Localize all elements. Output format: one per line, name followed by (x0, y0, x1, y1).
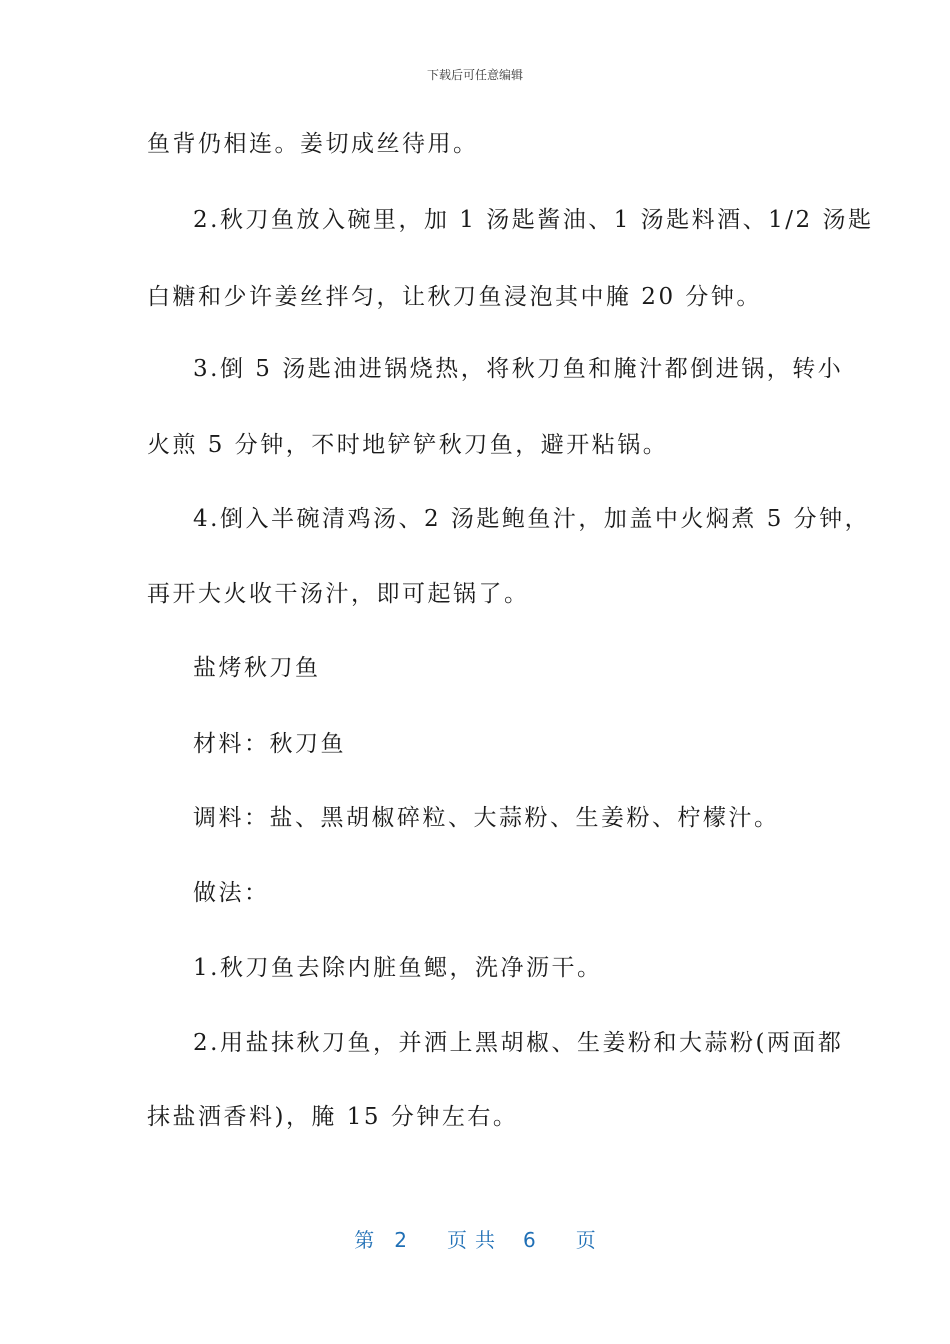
body-line: 3.倒 5 汤匙油进锅烧热，将秋刀鱼和腌汁都倒进锅，转小 (193, 356, 844, 382)
page-header: 下载后可任意编辑 (426, 68, 523, 82)
body-line: 材料：秋刀鱼 (193, 731, 346, 757)
body-line: 调料：盐、黑胡椒碎粒、大蒜粉、生姜粉、柠檬汁。 (193, 805, 780, 831)
body-line: 4.倒入半碗清鸡汤、2 汤匙鲍鱼汁，加盖中火焖煮 5 分钟， (193, 506, 871, 532)
footer-page-number: 2 (394, 1228, 407, 1252)
footer-middle: 页共 (447, 1228, 503, 1252)
section-title: 盐烤秋刀鱼 (193, 655, 321, 681)
body-line: 2.用盐抹秋刀鱼，并洒上黑胡椒、生姜粉和大蒜粉(两面都 (193, 1030, 844, 1056)
body-line: 再开大火收干汤汁，即可起锅了。 (147, 581, 530, 607)
footer-total-pages: 6 (523, 1228, 536, 1252)
page-footer (0, 1224, 950, 1253)
body-line: 1.秋刀鱼去除内脏鱼鳃，洗净沥干。 (193, 955, 603, 981)
body-line: 做法： (193, 880, 270, 906)
footer-prefix: 第 (354, 1228, 375, 1252)
footer-suffix: 页 (575, 1228, 596, 1252)
body-line: 白糖和少许姜丝拌匀，让秋刀鱼浸泡其中腌 20 分钟。 (147, 284, 762, 310)
body-line: 2.秋刀鱼放入碗里，加 1 汤匙酱油、1 汤匙料酒、1/2 汤匙 (193, 207, 874, 233)
body-line: 鱼背仍相连。姜切成丝待用。 (147, 131, 479, 157)
body-line: 抹盐洒香料)，腌 15 分钟左右。 (147, 1104, 519, 1130)
body-line: 火煎 5 分钟，不时地铲铲秋刀鱼，避开粘锅。 (147, 432, 669, 458)
